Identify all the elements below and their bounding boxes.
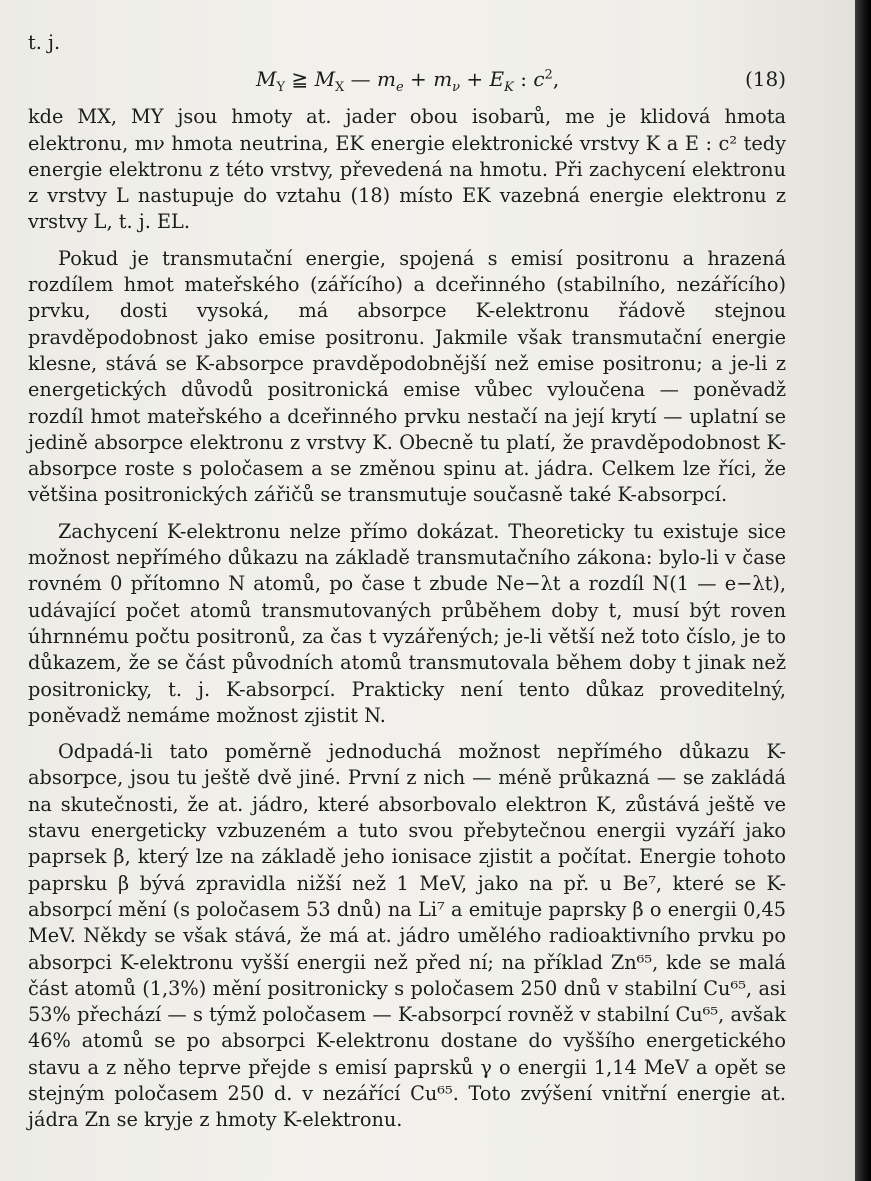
paragraph-2: Pokud je transmutační energie, spojená s emisí positronu a hrazená rozdílem hmot mateřského (zářícího) a dceřinného (stabilního, nezářícího) prvku, dosti vysoká, má absorpce K-elektronu řádově stejnou pravděpodobnost jako emise positronu. Jakmile však transmutační energie klesne, stává se K-absorpce pravděpodobnější než emise positronu; a je-li z energetických důvodů positronická emise vůbec vyloučena — poněvadž rozdíl hmot mateřského a dceřinného prvku nestačí na její krytí — uplatní se jedině absorpce elektronu z vrstvy K. Obecně tu platí, že pravděpodobnost K-absorpce roste s poločasem a se změnou spinu at. jádra. Celkem lze říci, že většina positronických zářičů se transmutuje současně také K-absorpcí. [28, 246, 786, 507]
equation-line [28, 62, 786, 104]
equation-number: (18) [744, 67, 786, 92]
paragraph-3: Zachycení K-elektronu nelze přímo dokázat. Theoreticky tu existuje sice možnost nepřímého důkazu na základě transmutačního zákona: bylo-li v čase rovném 0 přítomno N atomů, po čase t zbude Ne−λt a rozdíl N(1 — e−λt), udávající počet atomů transmutovaných průběhem doby t, musí být roven úhrnnému počtu positronů, za čas t vyzářených; je-li větší než toto číslo, je to důkazem, že se část původních atomů transmutovala během doby t jinak než positronicky, t. j. K-absorpcí. Prakticky není tento důkaz proveditelný, poněvadž nemáme možnost zjistit N. [28, 519, 786, 727]
paragraph-1: kde MX, MY jsou hmoty at. jader obou isobarů, me je klidová hmota elektronu, mν hmota neutrina, EK energie elektronické vrstvy K a E : c² tedy energie elektronu z této vrstvy, převedená na hmotu. Při zachycení elektronu z vrstvy L nastupuje do vztahu (18) místo EK vazebná energie elektronu z vrstvy L, t. j. EL. [28, 105, 786, 234]
paragraph-4: Odpadá-li tato poměrně jednoduchá možnost nepřímého důkazu K-absorpce, jsou tu ještě dvě jiné. První z nich — méně průkazná — se zakládá na skutečnosti, že at. jádro, které absorbovalo elektron K, zůstává ještě ve stavu energeticky vzbuzeném a tuto svou přebytečnou energii vyzáří jako paprsek β, který lze na základě jeho ionisace zjistit a počítat. Energie tohoto paprsku β bývá zpravidla nižší než 1 MeV, jako na př. u Be⁷, které se K-absorpcí mění (s poločasem 53 dnů) na Li⁷ a emituje paprsky β o energii 0,45 MeV. Někdy se však stává, že má at. jádro umělého radioaktivního prvku po absorpci K-elektronu vyšší energii než před ní; na příklad Zn⁶⁵, kde se malá část atomů (1,3%) mění positronicky s poločasem 250 dnů v stabilní Cu⁶⁵, asi 53% přechází — s týmž poločasem — K-absorpcí rovněž v stabilní Cu⁶⁵, avšak 46% atomů se po absorpci K-elektronu dostane do vyššího energetického stavu a z něho teprve přejde s emisí paprsků γ o energii 1,14 MeV a opět se stejným poločasem 250 d. v nezářící Cu⁶⁵. Toto zvýšení vnitřní energie at. jádra Zn se kryje z hmoty K-elektronu. [28, 740, 786, 1132]
page-edge-shadow [855, 0, 871, 1181]
text-block [28, 30, 786, 1134]
lead-text: t. j. [28, 31, 61, 54]
equation: $M_Y$ ≧ $M_X$ — $m_e + m_\nu + E_K$ : $c^2$, [256, 67, 560, 96]
